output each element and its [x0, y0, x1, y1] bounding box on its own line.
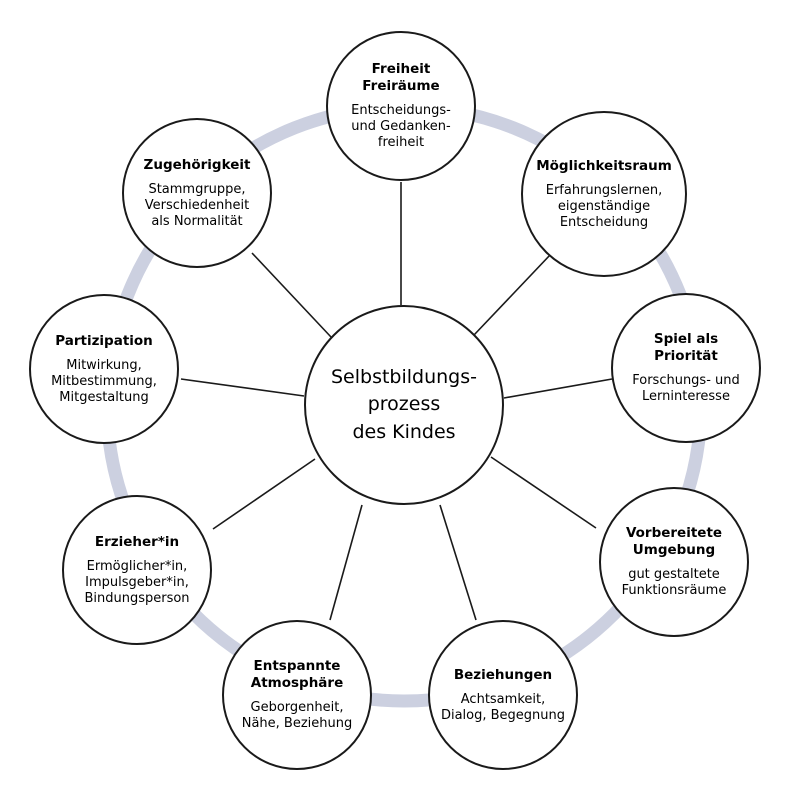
node-desc — [441, 692, 565, 724]
spoke-partizipation — [181, 379, 304, 396]
node-vorbereitete-umgebung — [599, 487, 749, 637]
node-title-line: Möglichkeitsraum — [536, 157, 672, 174]
spoke-zugehoerigkeit — [252, 253, 331, 337]
node-desc-line: Verschiedenheit — [144, 197, 250, 213]
node-beziehungen — [428, 620, 578, 770]
node-title-line: Beziehungen — [453, 666, 553, 683]
spoke-beziehungen — [440, 505, 476, 620]
node-desc-line: Geborgenheit, — [250, 700, 344, 715]
node-title-line: Zugehörigkeit — [143, 156, 251, 173]
node-desc-line: freiheit — [377, 134, 425, 150]
node-title — [536, 158, 672, 174]
node-title-line: Erzieher*in — [94, 533, 180, 550]
node-title-line: Vorbereitete — [625, 525, 723, 542]
node-desc — [632, 373, 740, 405]
node-freiheit-freiraeume — [326, 31, 476, 181]
node-spiel-als-prioritaet — [611, 293, 761, 443]
node-desc-line: eigenständige — [557, 198, 651, 214]
node-desc — [51, 358, 157, 406]
node-desc-line: Forschungs- und — [632, 373, 740, 388]
node-desc-line: Erfahrungslernen, — [545, 182, 663, 198]
center-line-2: prozess — [367, 393, 441, 416]
node-desc-line: Lerninteresse — [642, 388, 730, 404]
node-desc-line: Impulsgeber*in, — [85, 574, 189, 590]
node-desc-line: Entscheidungs- — [351, 103, 451, 119]
spoke-vorbereitete — [491, 457, 596, 528]
node-desc-line: Funktionsräume — [621, 582, 727, 598]
node-title — [362, 61, 439, 94]
node-title-line: Freiräume — [362, 77, 440, 94]
node-desc — [622, 567, 727, 599]
node-title — [251, 658, 343, 691]
center-node — [304, 305, 504, 505]
node-desc-line: Dialog, Begegnung — [440, 707, 566, 723]
node-title-line: Atmosphäre — [250, 674, 344, 691]
node-desc-line: Mitgestaltung — [59, 389, 149, 405]
center-line-3: des Kindes — [352, 420, 456, 443]
node-title-line: Partizipation — [55, 332, 153, 349]
node-moeglichkeitsraum — [521, 111, 687, 277]
node-desc — [351, 103, 451, 151]
node-title-line: Freiheit — [371, 61, 431, 78]
node-desc — [242, 700, 353, 732]
node-desc-line: als Normalität — [151, 213, 243, 229]
node-desc-line: Mitbestimmung, — [51, 373, 157, 389]
node-erzieher-in — [62, 495, 212, 645]
center-node-title — [331, 364, 477, 447]
node-zugehoerigkeit — [122, 118, 272, 268]
node-desc-line: und Gedanken- — [351, 118, 451, 134]
node-desc-line: Bindungsperson — [84, 590, 190, 606]
node-title — [626, 525, 722, 558]
spoke-erzieher — [213, 459, 315, 529]
node-desc-line: Stammgruppe, — [148, 181, 246, 197]
node-title — [454, 667, 552, 683]
node-title — [144, 157, 251, 173]
node-title — [55, 333, 153, 349]
node-desc — [84, 559, 189, 607]
node-desc — [546, 183, 663, 231]
spoke-moeglichkeit — [474, 254, 551, 335]
spoke-spiel — [504, 379, 612, 398]
node-title-line: Entspannte — [253, 658, 341, 675]
node-title — [654, 331, 718, 364]
spoke-entspannte — [330, 505, 362, 620]
node-desc-line: Entscheidung — [559, 214, 649, 230]
node-desc-line: gut gestaltete — [628, 567, 720, 582]
node-desc-line: Mitwirkung, — [66, 357, 142, 373]
node-title-line: Spiel als — [653, 331, 719, 348]
node-title — [95, 534, 179, 550]
node-entspannte-atmosphaere — [222, 620, 372, 770]
node-desc-line: Achtsamkeit, — [460, 691, 546, 707]
node-desc-line: Ermöglicher*in, — [86, 558, 188, 574]
node-title-line: Umgebung — [632, 541, 716, 558]
node-partizipation — [29, 294, 179, 444]
center-line-1: Selbstbildungs- — [330, 365, 478, 388]
node-desc-line: Nähe, Beziehung — [241, 715, 353, 731]
node-title-line: Priorität — [654, 347, 718, 364]
node-desc — [145, 182, 249, 230]
